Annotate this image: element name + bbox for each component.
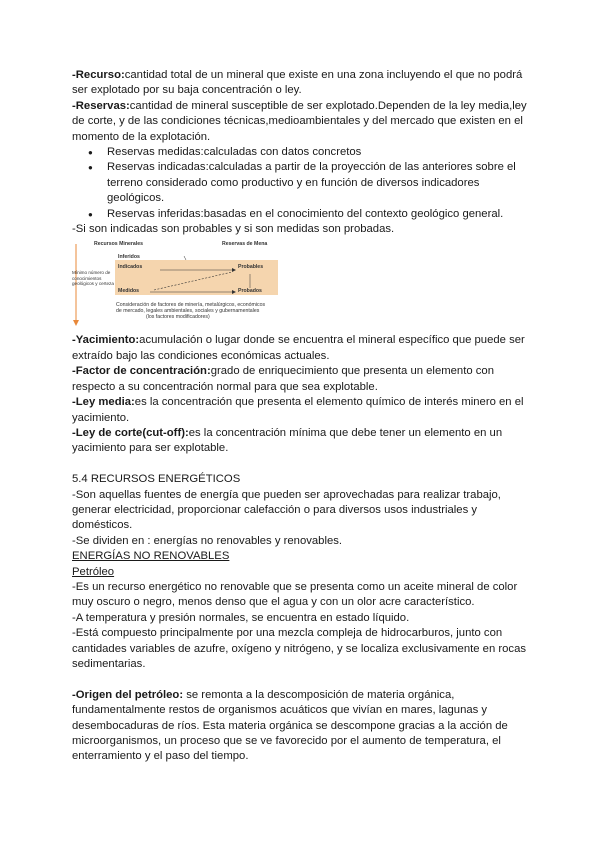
definition-text: es la concentración que presenta el elemento químico de interés minero en el yacimiento.: [72, 396, 524, 424]
ley-media-definition: [72, 395, 530, 426]
diagram-inferidos: Inferidos: [118, 254, 140, 261]
energy-intro: -Son aquellas fuentes de energía que pueden ser aprovechadas para realizar trabajo, generar electricidad, proporcionar calefacción o para diversos usos industriales y domésticos.: [72, 488, 501, 532]
definition-term: -Ley de corte(cut-off):: [72, 426, 189, 439]
ley-corte-definition: [72, 426, 530, 457]
recurso-definition: [72, 68, 530, 99]
diagram-right-header: Reservas de Mena: [222, 241, 268, 248]
diagram-bottom-line2: de mercado, legales ambientales, sociales y gubernamentales: [116, 308, 260, 315]
energy-division: -Se dividen en : energías no renovables y renovables.: [72, 534, 343, 547]
bullet-item: ● Reservas indicadas:calculadas a partir de la proyección de las anteriores sobre el terreno considerado como productivo y en función de diversos indicadores geológicos.: [107, 160, 530, 206]
definition-text: acumulación o lugar donde se encuentra el mineral específico que puede ser extraído bajo las condiciones económicas actuales.: [72, 334, 525, 362]
factor-concentracion-definition: [72, 364, 530, 395]
definition-text: grado de enriquecimiento que presenta un elemento con respecto a su concentración normal para que sea explotable.: [72, 365, 494, 393]
section-heading: 5.4 RECURSOS ENERGÉTICOS: [72, 473, 241, 486]
definition-term: -Yacimiento:: [72, 334, 140, 347]
recurso-term: -Recurso:: [72, 69, 125, 81]
diagram-bottom-line1: Consideración de factores de minería, metalúrgicos, económicos: [116, 302, 266, 309]
reservas-bullet-list: [72, 145, 530, 222]
petroleo-paragraph: -Está compuesto principalmente por una mezcla compleja de hidrocarburos, junto con cantidades variables de azufre, oxígeno y nitrógeno, y se localiza exclusivamente en rocas sedimentarias.: [72, 627, 527, 670]
reservas-note: -Si son indicadas son probables y si son medidas son probadas.: [72, 223, 395, 236]
petroleo-paragraph: -A temperatura y presión normales, se encuentra en estado líquido.: [72, 611, 410, 624]
diagram-medidos: Medidos: [118, 288, 140, 295]
diagram-left-header: Recursos Minerales: [94, 241, 144, 248]
resources-reserves-diagram: [72, 240, 287, 328]
diagram-probados: Probados: [238, 288, 262, 295]
diagram-bottom-line3: (los factores modificadores): [146, 314, 210, 321]
definition-term: -Ley media:: [72, 396, 135, 409]
yacimiento-definition: [72, 333, 530, 364]
definition-text: es la concentración mínima que debe tener un elemento en un yacimiento para ser explotable.: [72, 426, 503, 455]
definition-term: -Factor de concentración:: [72, 365, 211, 378]
diagram-indicados: Indicados: [118, 264, 143, 271]
origen-petroleo-paragraph: [72, 688, 530, 765]
diagram-probables: Probables: [238, 264, 264, 271]
petroleo-heading: Petróleo: [72, 565, 115, 578]
bullet-item: ● Reservas medidas:calculadas con datos concretos: [107, 145, 530, 160]
petroleo-paragraph: -Es un recurso energético no renovable que se presenta como un aceite mineral de color muy oscuro o negro, menos denso que el agua y con un olor acre característico.: [72, 580, 518, 609]
reservas-text: cantidad de mineral susceptible de ser explotado.Dependen de la ley media,ley de corte, y de las condiciones técnicas,medioambientales y del mercado que existen en el momento de la explotación.: [72, 99, 527, 143]
origen-term: -Origen del petróleo:: [72, 688, 184, 701]
no-renovables-heading: ENERGÍAS NO RENOVABLES: [72, 550, 230, 563]
origen-text: se remonta a la descomposición de materia orgánica, fundamentalmente restos de organismos acuáticos que vivían en mares, lagunas y desembocaduras de ríos. Esta materia orgánica se descompone gracias a la acción de microorganismos, un proceso que se ve favorecido por el aumento de temperatura, el enterramiento y el paso del tiempo.: [72, 688, 508, 763]
diagram-side-text: Mínimo número de conocimientos geológicos y certeza: [72, 270, 114, 286]
reservas-definition: [72, 99, 530, 145]
bullet-item: ● Reservas inferidas:basadas en el conocimiento del contexto geológico general.: [107, 207, 530, 222]
recurso-text: cantidad total de un mineral que existe en una zona incluyendo el que no podrá ser explotado por su baja concentración o ley.: [72, 69, 523, 97]
reservas-term: -Reservas:: [72, 99, 130, 112]
